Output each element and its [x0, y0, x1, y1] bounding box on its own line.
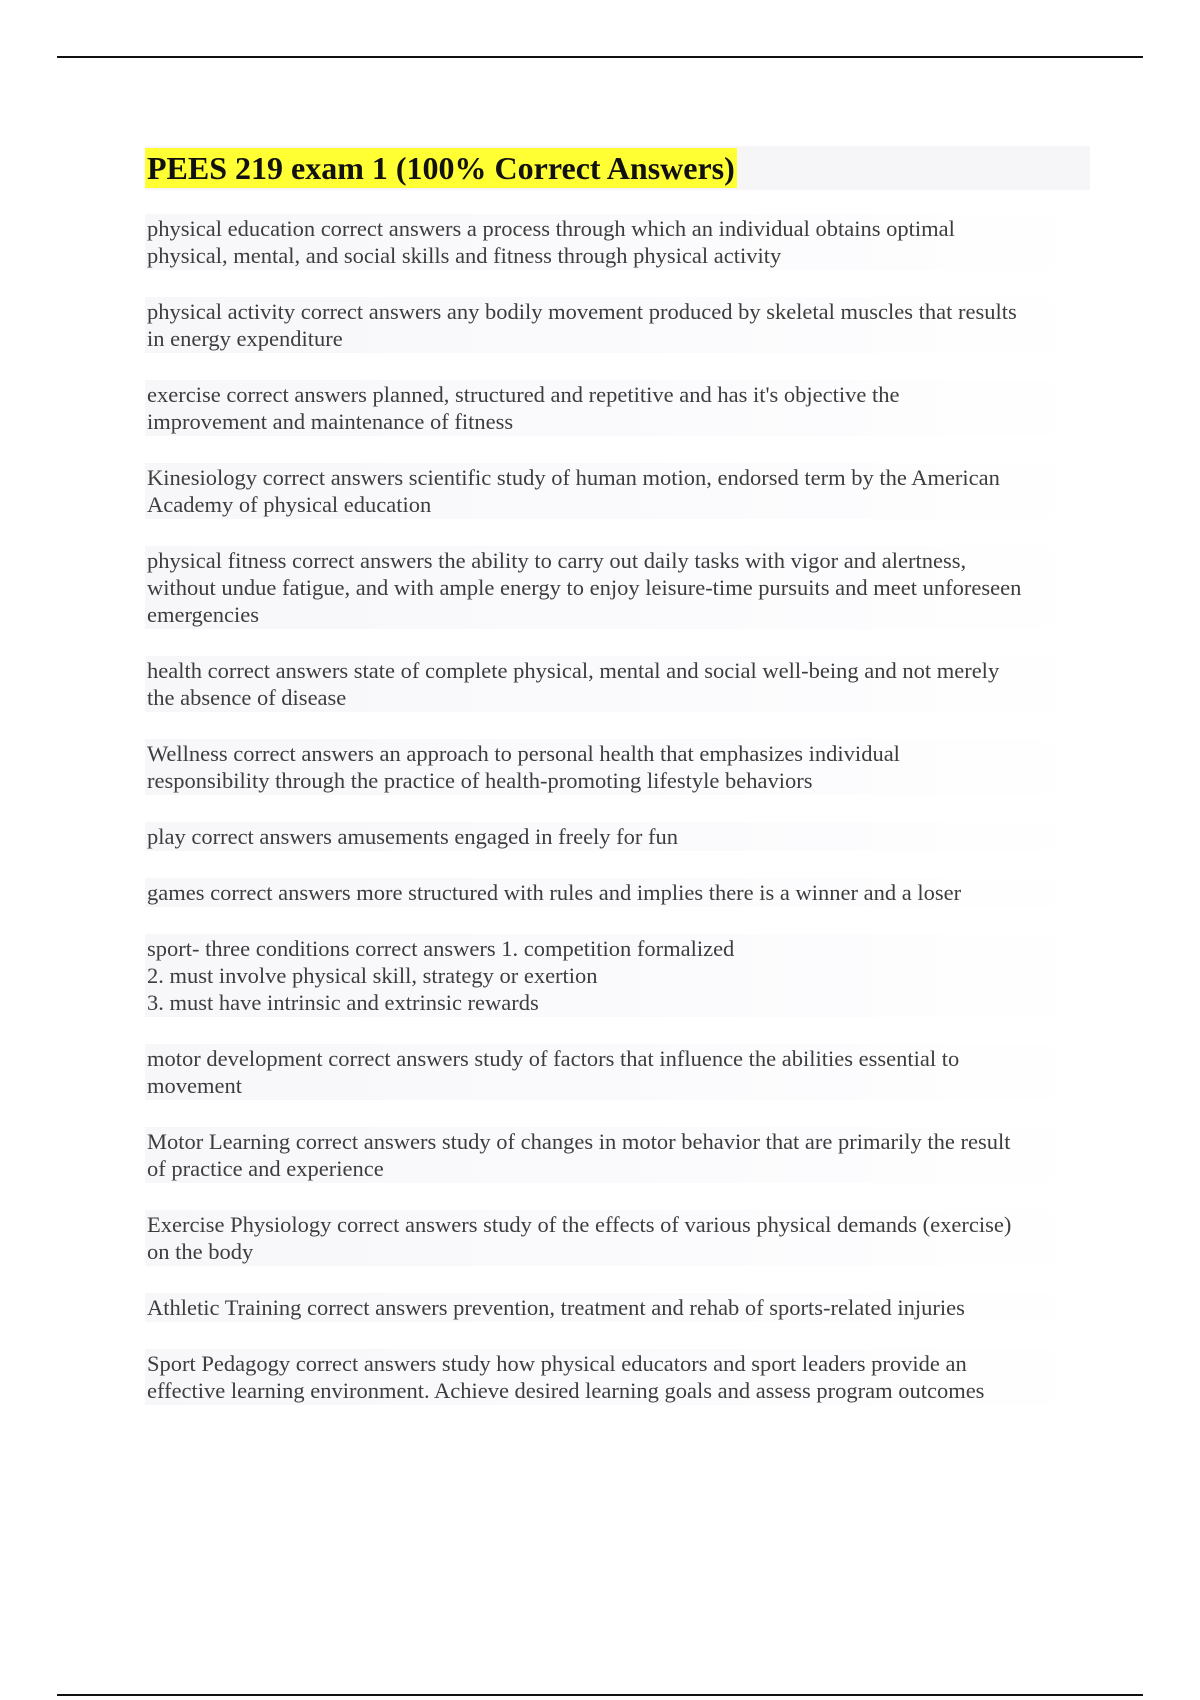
top-rule — [57, 56, 1143, 58]
entry-motor-learning: Motor Learning correct answers study of changes in motor behavior that are primarily the result of practice and experience — [145, 1127, 1090, 1183]
entry-play: play correct answers amusements engaged in freely for fun — [145, 822, 1090, 851]
entry-exercise: exercise correct answers planned, structured and repetitive and has it's objective the improvement and maintenance of fitness — [145, 380, 1090, 436]
entry-physical-education: physical education correct answers a process through which an individual obtains optimal physical, mental, and social skills and fitness through physical activity — [145, 214, 1090, 270]
entry-wellness: Wellness correct answers an approach to personal health that emphasizes individual responsibility through the practice of health-promoting lifestyle behaviors — [145, 739, 1090, 795]
entry-kinesiology: Kinesiology correct answers scientific study of human motion, endorsed term by the American Academy of physical education — [145, 463, 1090, 519]
entry-physical-activity: physical activity correct answers any bodily movement produced by skeletal muscles that results in energy expenditure — [145, 297, 1090, 353]
entry-sport-pedagogy: Sport Pedagogy correct answers study how physical educators and sport leaders provide an effective learning environment. Achieve desired learning goals and assess program outcomes — [145, 1349, 1090, 1405]
title-bar — [145, 146, 1090, 190]
entry-motor-development: motor development correct answers study of factors that influence the abilities essential to movement — [145, 1044, 1090, 1100]
document-title: PEES 219 exam 1 (100% Correct Answers) — [147, 150, 735, 186]
entry-health: health correct answers state of complete physical, mental and social well-being and not merely the absence of disease — [145, 656, 1090, 712]
entry-exercise-physiology: Exercise Physiology correct answers study of the effects of various physical demands (exercise) on the body — [145, 1210, 1090, 1266]
document-body — [145, 146, 1090, 1432]
entry-athletic-training: Athletic Training correct answers prevention, treatment and rehab of sports-related injuries — [145, 1293, 1090, 1322]
entry-sport: sport- three conditions correct answers 1. competition formalized 2. must involve physical skill, strategy or exertion 3. must have intrinsic and extrinsic rewards — [145, 934, 1090, 1017]
entry-games: games correct answers more structured with rules and implies there is a winner and a loser — [145, 878, 1090, 907]
bottom-rule — [57, 1694, 1143, 1696]
entry-physical-fitness: physical fitness correct answers the ability to carry out daily tasks with vigor and alertness, without undue fatigue, and with ample energy to enjoy leisure-time pursuits and meet unforeseen emergencies — [145, 546, 1090, 629]
